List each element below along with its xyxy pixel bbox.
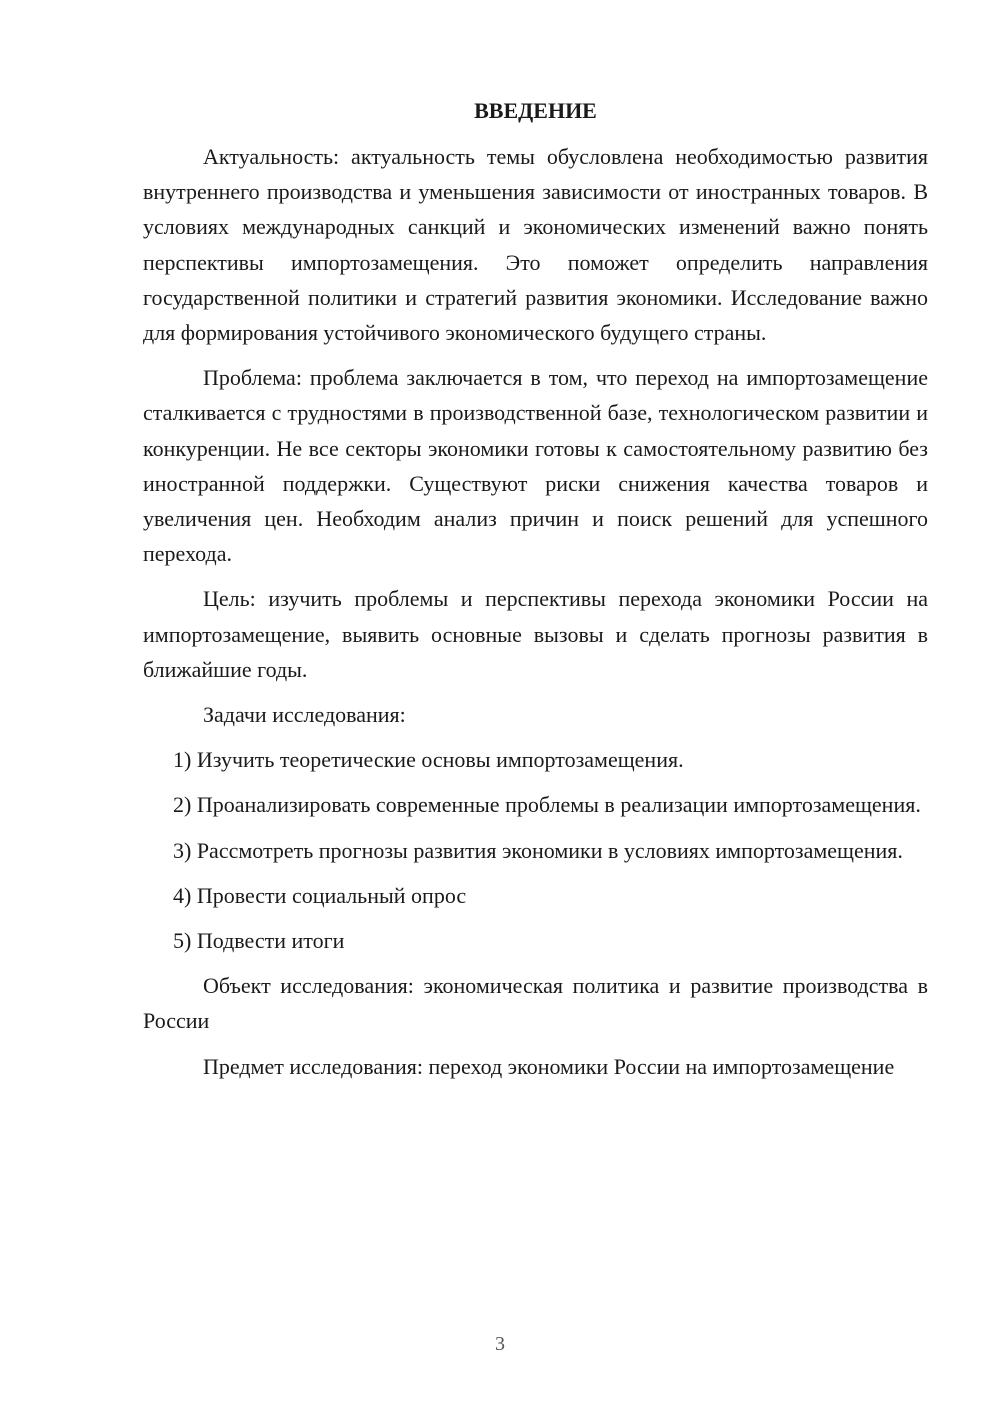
- document-title: ВВЕДЕНИЕ: [474, 98, 597, 123]
- task-item-5: 5) Подвести итоги: [173, 928, 345, 954]
- task-item-3: 3) Рассмотреть прогнозы развития экономики в условиях импортозамещения.: [173, 837, 903, 863]
- task-item-4: 4) Провести социальный опрос: [173, 882, 467, 908]
- task-item-2: 2) Проанализировать современные проблемы в реализации импортозамещения.: [173, 792, 921, 818]
- paragraph-problem: Проблема: проблема заключается в том, что переход на импортозамещение сталкивается с трудностями в производственной базе, технологическом развитии и конкуренции. Не все секторы экономики готовы к самостоятельному развитию без иностранной поддержки. Существуют риски снижения качества товаров и увеличения цен. Необходим анализ причин и поиск решений для успешного перехода.: [143, 365, 928, 567]
- paragraph-relevance: Актуальность: актуальность темы обусловлена необходимостью развития внутреннего производства и уменьшения зависимости от иностранных товаров. В условиях международных санкций и экономических изменений важно понять перспективы импортозамещения. Это поможет определить направления государственной политики и стратегий развития экономики. Исследование важно для формирования устойчивого экономического будущего страны.: [143, 144, 928, 346]
- paragraph-object: Объект исследования: экономическая политика и развитие производства в России: [143, 973, 928, 1034]
- paragraph-goal: Цель: изучить проблемы и перспективы перехода экономики России на импортозамещение, выявить основные вызовы и сделать прогнозы развития в ближайшие годы.: [143, 586, 928, 682]
- page-number: 3: [495, 1333, 505, 1355]
- document-page: [143, 96, 928, 1094]
- task-item-1: 1) Изучить теоретические основы импортозамещения.: [173, 747, 684, 773]
- paragraph-subject: Предмет исследования: переход экономики России на импортозамещение: [203, 1053, 895, 1079]
- tasks-heading: Задачи исследования:: [203, 702, 406, 728]
